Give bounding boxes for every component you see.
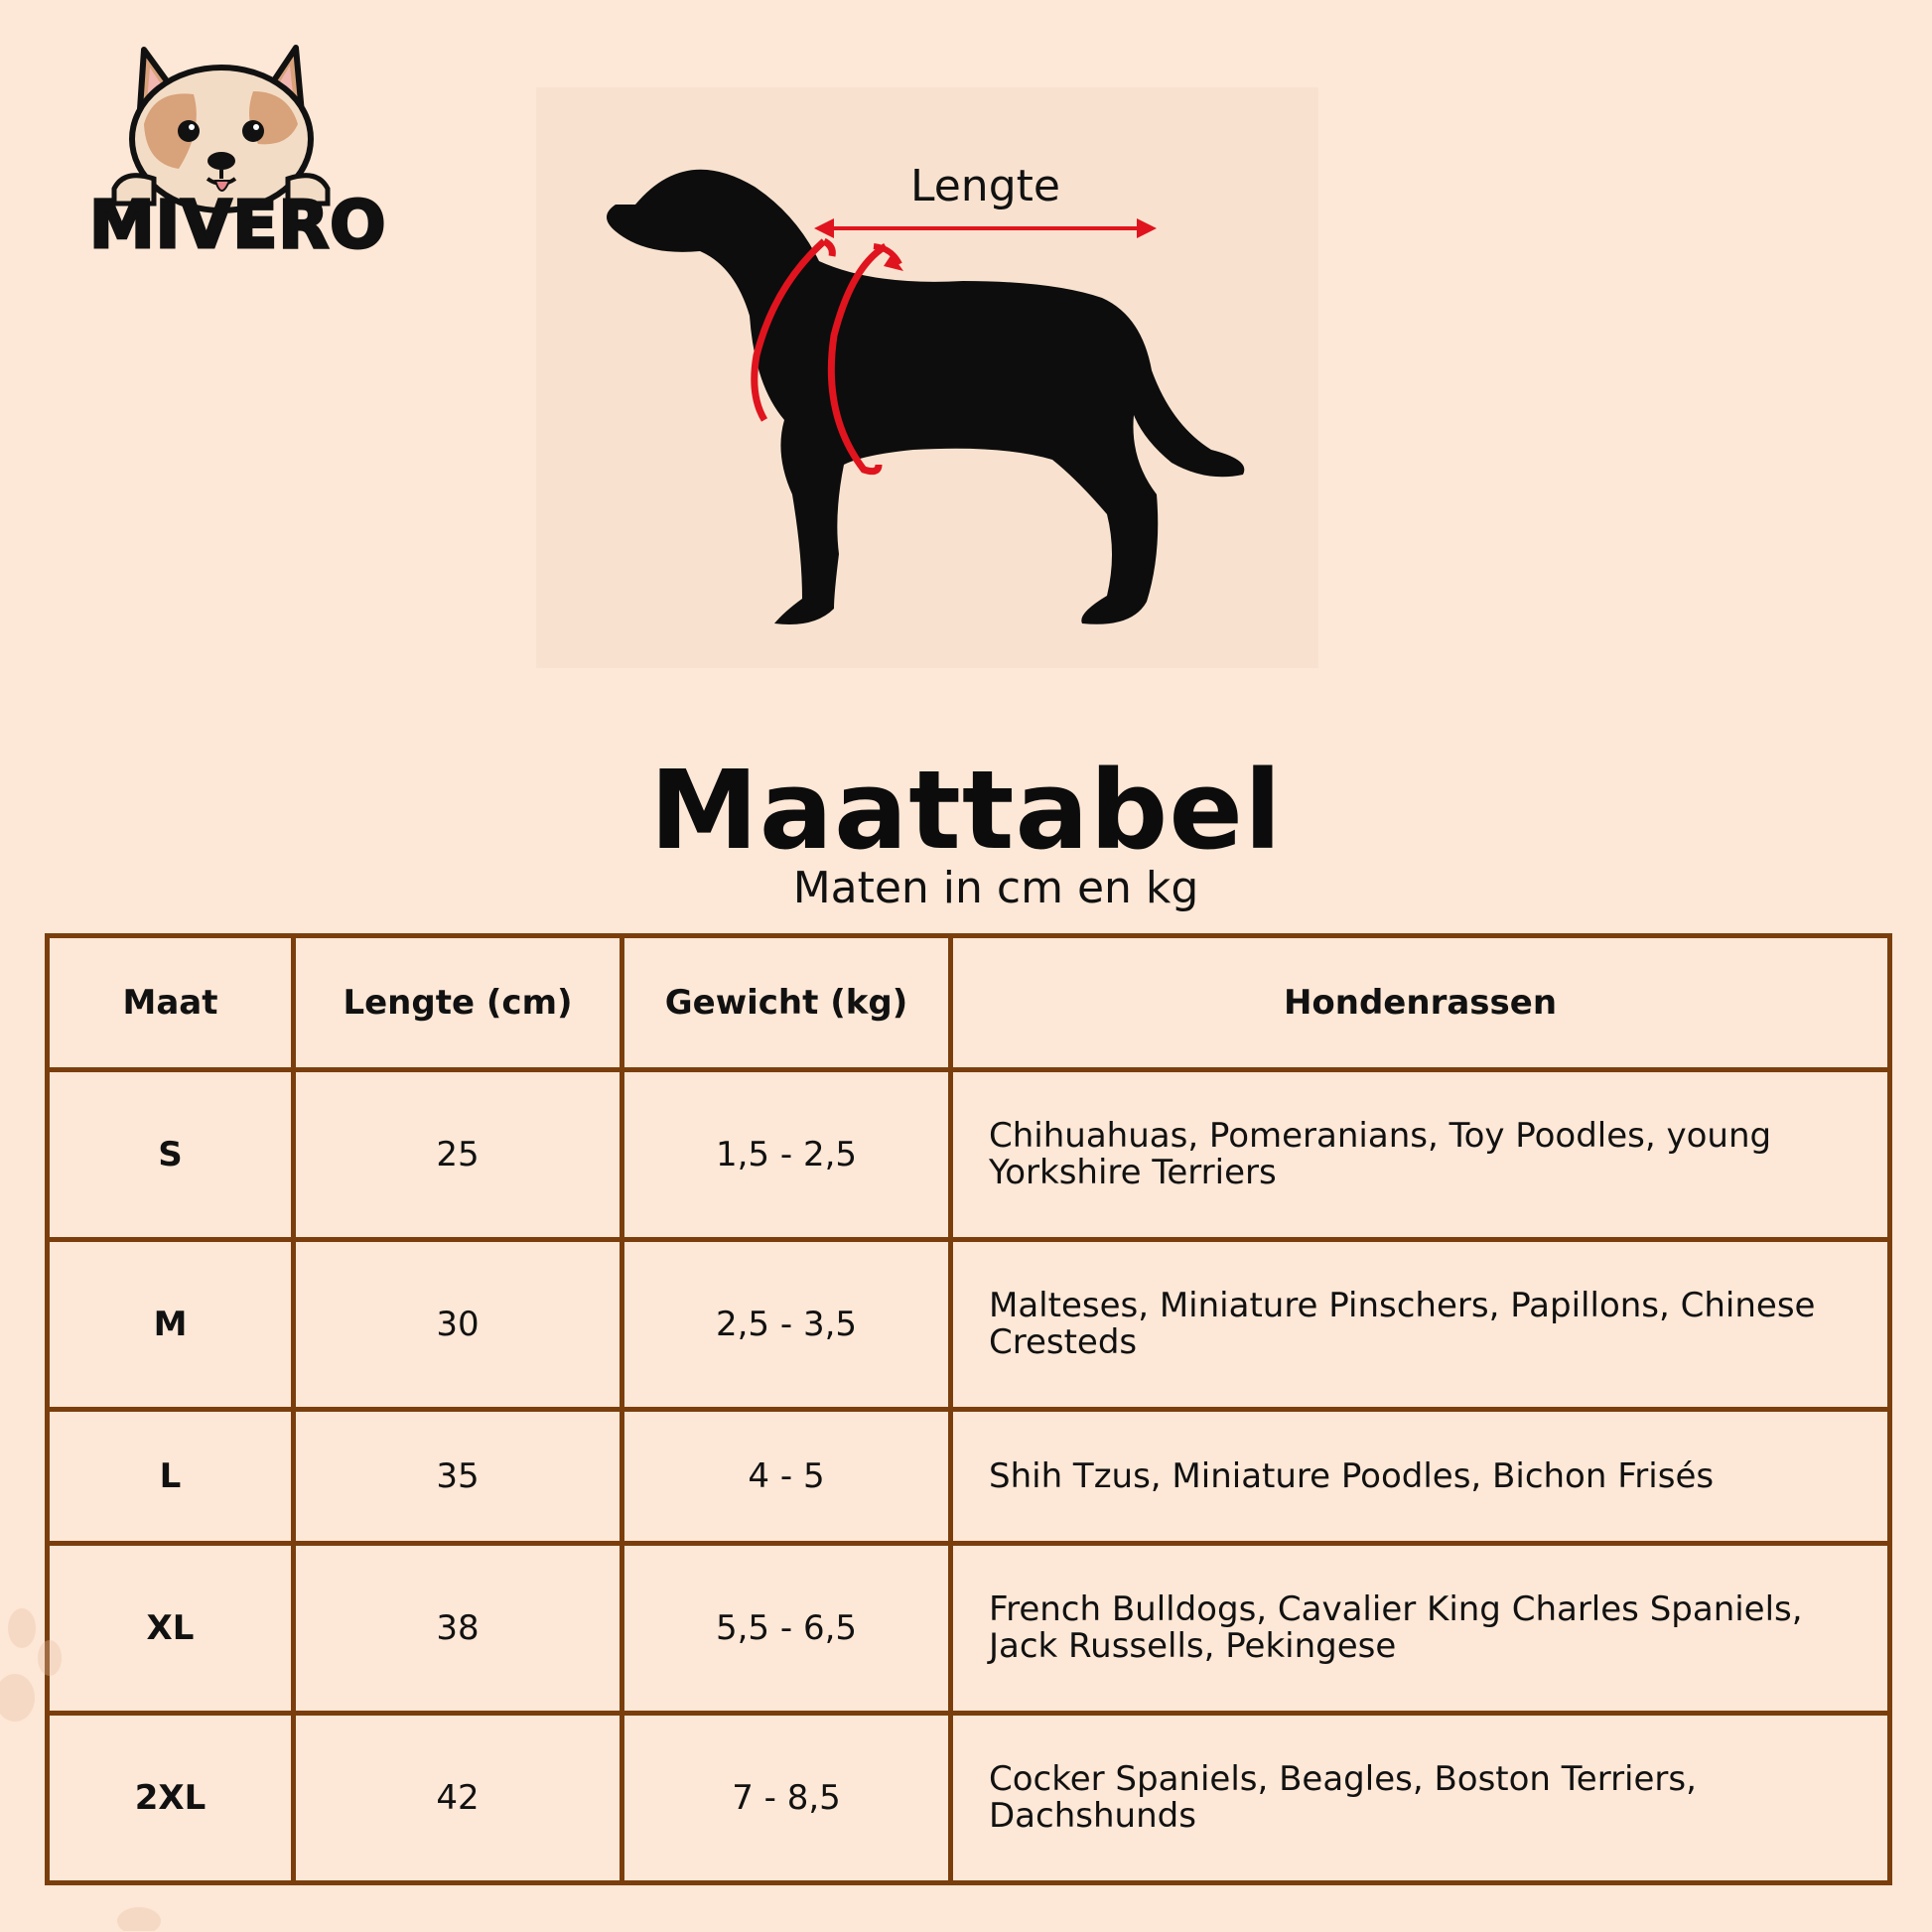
table-header-row: [48, 936, 1890, 1070]
cell-lengte: 30: [294, 1240, 622, 1410]
table-row: [48, 1714, 1890, 1883]
size-table: [45, 933, 1892, 1885]
paw-print-icon: [109, 1891, 169, 1931]
header-maat: Maat: [48, 936, 294, 1070]
table-row: [48, 1544, 1890, 1714]
paw-print-icon: [0, 1588, 79, 1747]
cell-hondenrassen: Malteses, Miniature Pinschers, Papillons, Chinese Cresteds: [951, 1240, 1890, 1410]
cell-maat: M: [48, 1240, 294, 1410]
header-lengte: Lengte (cm): [294, 936, 622, 1070]
header-gewicht: Gewicht (kg): [622, 936, 951, 1070]
cell-gewicht: 5,5 - 6,5: [622, 1544, 951, 1714]
cell-hondenrassen: Chihuahuas, Pomeranians, Toy Poodles, young Yorkshire Terriers: [951, 1070, 1890, 1240]
page-title: Maattabel: [649, 747, 1283, 874]
page-subtitle: Maten in cm en kg: [792, 863, 1199, 913]
table-row: [48, 1410, 1890, 1544]
table-row: [48, 1240, 1890, 1410]
table-row: [48, 1070, 1890, 1240]
cell-lengte: 35: [294, 1410, 622, 1544]
cell-gewicht: 4 - 5: [622, 1410, 951, 1544]
header-hondenrassen: Hondenrassen: [951, 936, 1890, 1070]
cell-maat: S: [48, 1070, 294, 1240]
brand-logo: [84, 30, 387, 268]
cell-lengte: 25: [294, 1070, 622, 1240]
brand-name: MIVERO: [89, 187, 387, 263]
cell-lengte: 38: [294, 1544, 622, 1714]
cell-hondenrassen: French Bulldogs, Cavalier King Charles Spaniels, Jack Russells, Pekingese: [951, 1544, 1890, 1714]
cell-maat: 2XL: [48, 1714, 294, 1883]
cell-gewicht: 1,5 - 2,5: [622, 1070, 951, 1240]
cell-hondenrassen: Cocker Spaniels, Beagles, Boston Terriers, Dachshunds: [951, 1714, 1890, 1883]
cell-maat: XL: [48, 1544, 294, 1714]
length-measure-label: Lengte: [910, 161, 1060, 211]
cell-hondenrassen: Shih Tzus, Miniature Poodles, Bichon Frisés: [951, 1410, 1890, 1544]
cell-gewicht: 2,5 - 3,5: [622, 1240, 951, 1410]
cell-lengte: 42: [294, 1714, 622, 1883]
cell-gewicht: 7 - 8,5: [622, 1714, 951, 1883]
cell-maat: L: [48, 1410, 294, 1544]
